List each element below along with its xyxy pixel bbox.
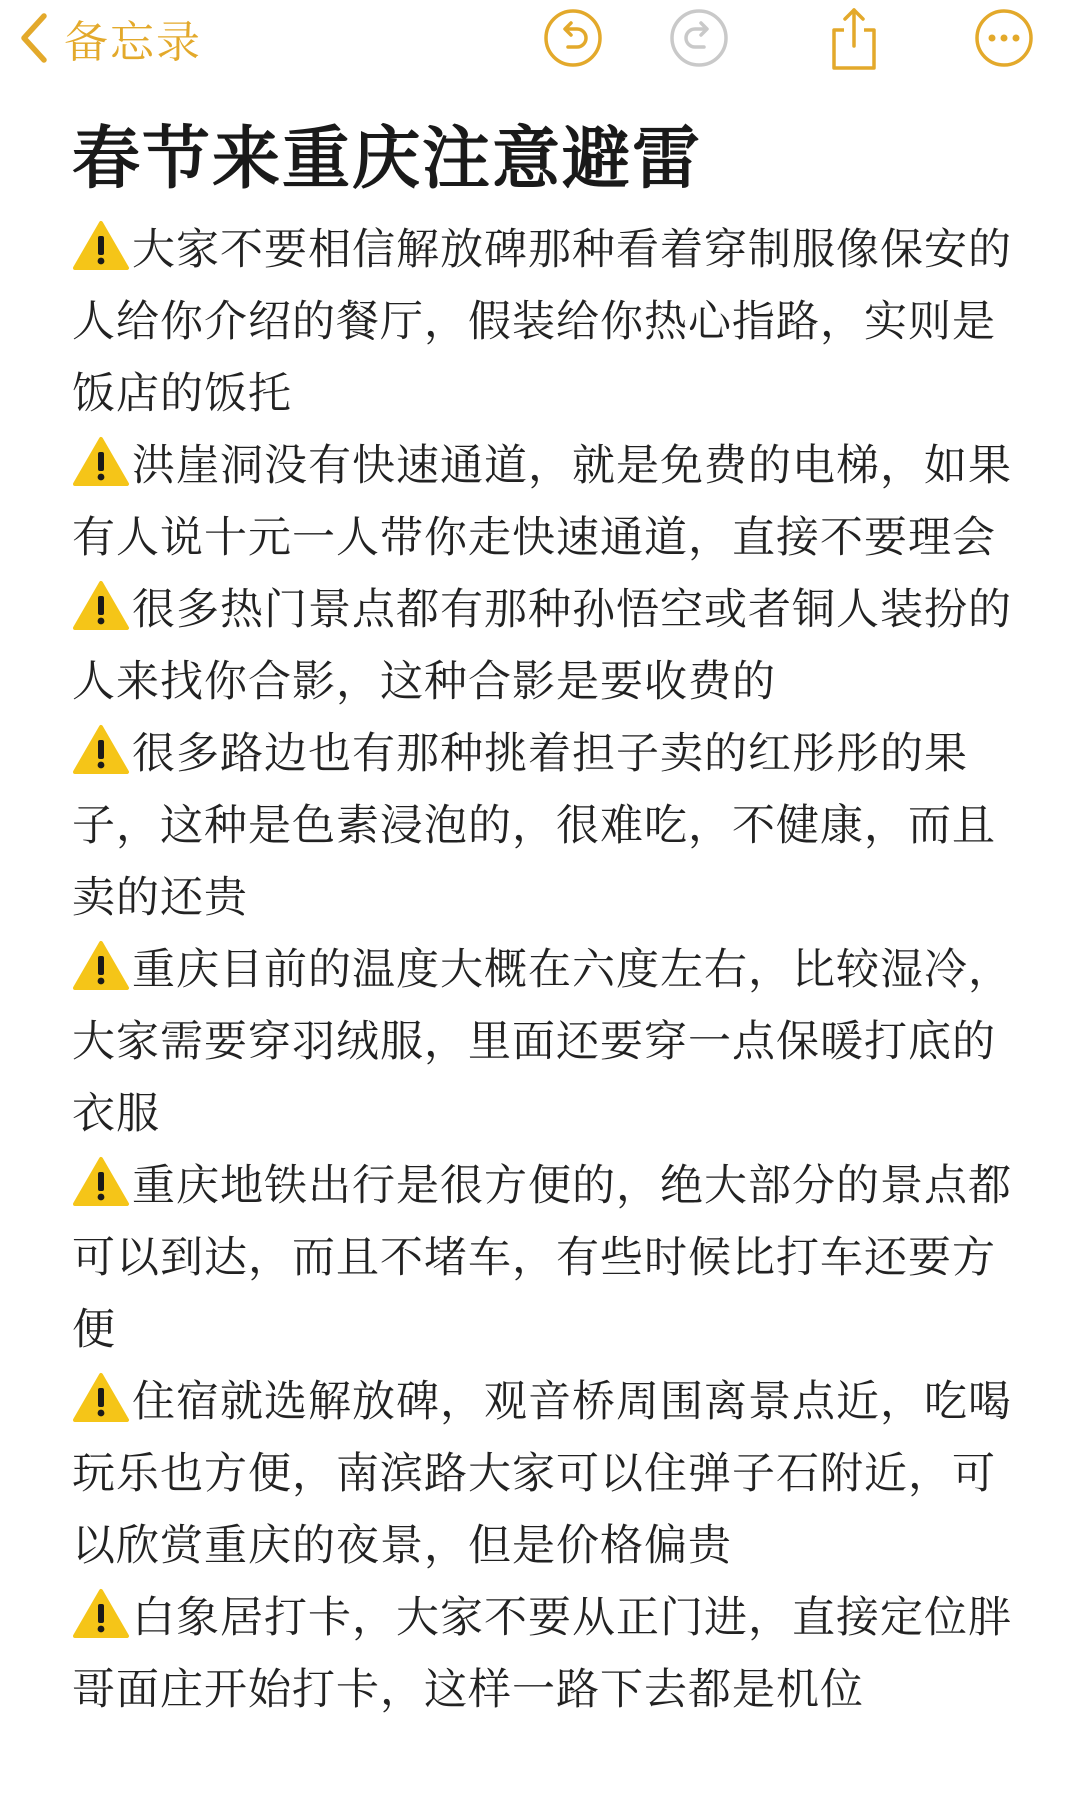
share-button[interactable] (820, 4, 888, 72)
note-body (72, 214, 1032, 1726)
warning-icon (72, 724, 130, 776)
tip-item (72, 718, 1032, 934)
note-toolbar (0, 0, 1080, 82)
warning-icon (72, 940, 130, 992)
undo-button[interactable] (539, 4, 607, 72)
note-content[interactable] (72, 112, 1032, 1726)
redo-button[interactable] (665, 4, 733, 72)
more-button[interactable] (970, 4, 1038, 72)
undo-icon (542, 7, 604, 69)
tip-text: 很多热门景点都有那种孙悟空或者铜人装扮的人来找你合影，这种合影是要收费的 (72, 585, 1012, 707)
tip-text: 洪崖洞没有快速通道，就是免费的电梯，如果有人说十元一人带你走快速通道，直接不要理会 (72, 441, 1012, 563)
warning-icon (72, 220, 130, 272)
warning-icon (72, 1156, 130, 1208)
chevron-left-icon (18, 12, 50, 64)
tip-text: 白象居打卡，大家不要从正门进，直接定位胖哥面庄开始打卡，这样一路下去都是机位 (72, 1593, 1012, 1715)
tip-text: 很多路边也有那种挑着担子卖的红彤彤的果子，这种是色素浸泡的，很难吃，不健康，而且卖的还贵 (72, 729, 996, 923)
note-title: 春节来重庆注意避雷 (72, 120, 703, 199)
share-icon (826, 4, 882, 72)
back-label: 备忘录 (64, 17, 202, 68)
redo-icon (668, 7, 730, 69)
tip-item (72, 214, 1032, 430)
tip-text: 重庆地铁出行是很方便的，绝大部分的景点都可以到达，而且不堵车，有些时候比打车还要方便 (72, 1161, 1012, 1355)
tip-item (72, 1366, 1032, 1582)
tip-item (72, 1150, 1032, 1366)
tip-item (72, 1582, 1032, 1726)
tip-item (72, 934, 1032, 1150)
warning-icon (72, 1588, 130, 1640)
tip-item (72, 430, 1032, 574)
more-icon (973, 7, 1035, 69)
warning-icon (72, 436, 130, 488)
tip-text: 住宿就选解放碑，观音桥周围离景点近，吃喝玩乐也方便，南滨路大家可以住弹子石附近，可以欣赏重庆的夜景，但是价格偏贵 (72, 1377, 1012, 1571)
warning-icon (72, 580, 130, 632)
tip-text: 大家不要相信解放碑那种看着穿制服像保安的人给你介绍的餐厅，假装给你热心指路，实则是饭店的饭托 (72, 225, 1012, 419)
back-button[interactable] (18, 4, 202, 72)
tip-text: 重庆目前的温度大概在六度左右，比较湿冷，大家需要穿羽绒服，里面还要穿一点保暖打底的衣服 (72, 945, 1012, 1139)
warning-icon (72, 1372, 130, 1424)
tip-item (72, 574, 1032, 718)
